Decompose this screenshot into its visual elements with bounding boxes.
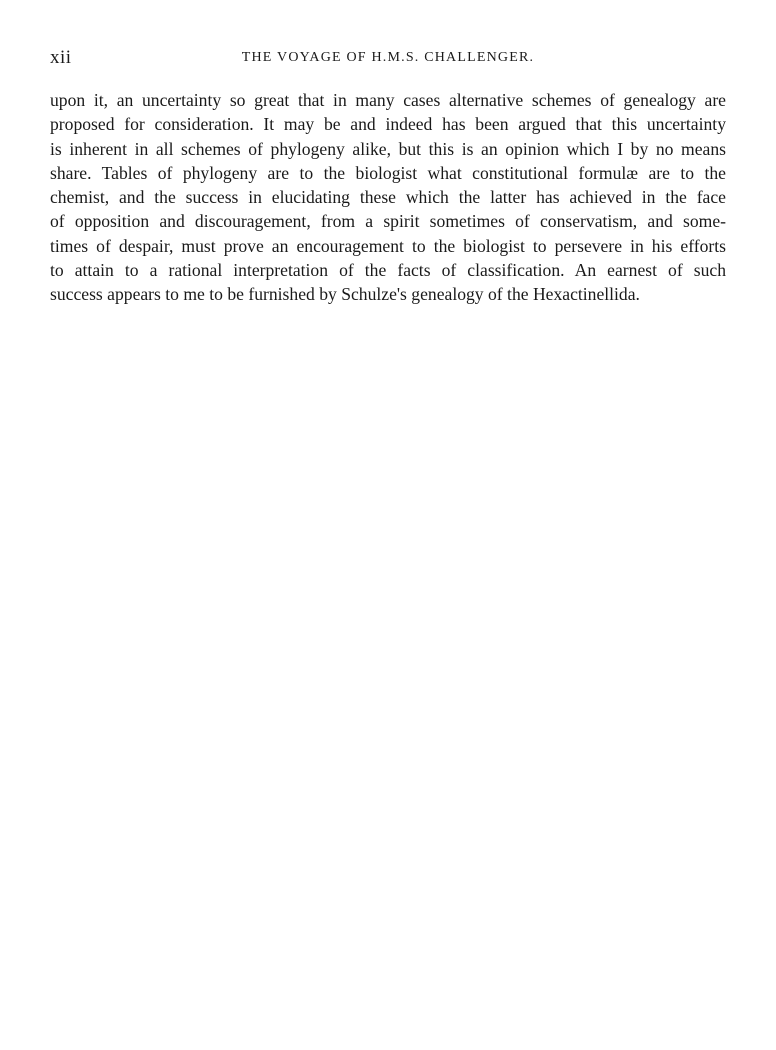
text-line: to attain to a rational interpretation of the facts of classification. An earnest of such — [50, 260, 726, 281]
text-line: times of despair, must prove an encouragement to the biologist to persevere in his efforts — [50, 235, 726, 256]
text-line: upon it, an uncertainty so great that in many cases alternative schemes of genealogy are — [50, 90, 726, 110]
text-line: proposed for consideration. It may be and indeed has been argued that this uncertainty — [50, 114, 726, 135]
page-number: xii — [50, 47, 72, 68]
text-line: of opposition and discouragement, from a spirit sometimes of conservatism, and some- — [50, 211, 726, 232]
text-line: success appears to me to be furnished by Schulze's genealogy of the Hexactinellida. — [50, 284, 640, 305]
text-line: is inherent in all schemes of phylogeny alike, but this is an opinion which I by no means — [50, 138, 726, 159]
body-paragraph — [50, 88, 726, 307]
page-header — [50, 46, 726, 74]
running-title: THE VOYAGE OF H.M.S. CHALLENGER. — [241, 50, 535, 65]
text-line: share. Tables of phylogeny are to the biologist what constitutional formulæ are to the — [50, 162, 726, 183]
text-line: chemist, and the success in elucidating these which the latter has achieved in the face — [50, 187, 726, 208]
